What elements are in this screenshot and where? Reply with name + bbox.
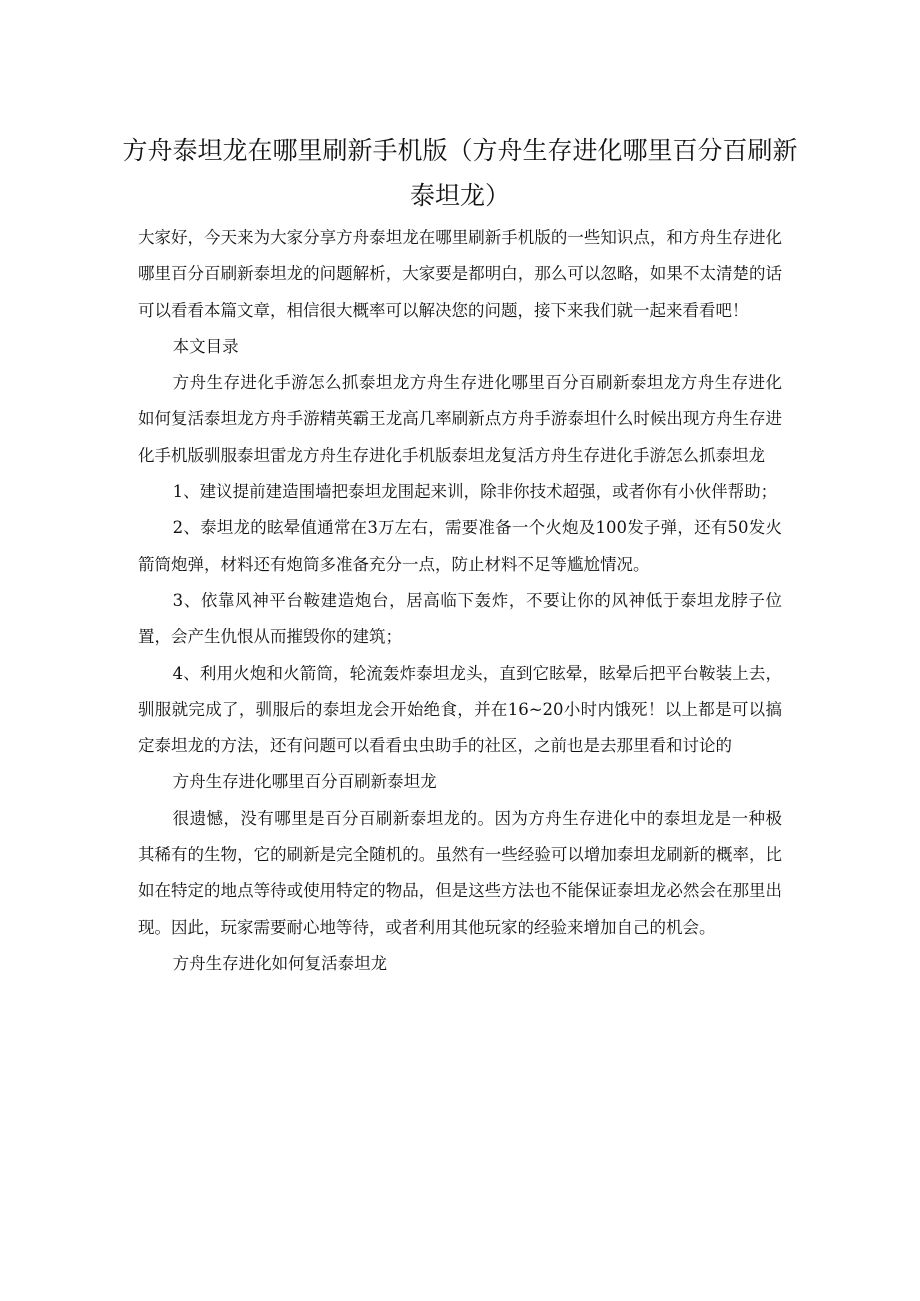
- step-3-paragraph: 3、依靠风神平台鞍建造炮台，居高临下轰炸，不要让你的风神低于泰坦龙脖子位置，会产生仇恨从而摧毁你的建筑；: [138, 590, 782, 647]
- toc-paragraph: 方舟生存进化手游怎么抓泰坦龙方舟生存进化哪里百分百刷新泰坦龙方舟生存进化如何复活泰坦龙方舟手游精英霸王龙高几率刷新点方舟手游泰坦什么时候出现方舟生存进化手机版驯服泰坦雷龙方舟生存进化手机版泰坦龙复活方舟生存进化手游怎么抓泰坦龙: [138, 373, 782, 465]
- step-4-paragraph: 4、利用火炮和火箭筒，轮流轰炸泰坦龙头，直到它眩晕，眩晕后把平台鞍装上去，驯服就完成了，驯服后的泰坦龙会开始绝食，并在16~20小时内饿死！以上都是可以搞定泰坦龙的方法，还有问题可以看看虫虫助手的社区，之前也是去那里看和讨论的: [138, 663, 782, 756]
- intro-paragraph: 大家好，今天来为大家分享方舟泰坦龙在哪里刷新手机版的一些知识点，和方舟生存进化哪里百分百刷新泰坦龙的问题解析，大家要是都明白，那么可以忽略，如果不太清楚的话可以看看本篇文章，相信很大概率可以解决您的问题，接下来我们就一起来看看吧！: [138, 228, 782, 320]
- spawn-paragraph: 很遗憾，没有哪里是百分百刷新泰坦龙的。因为方舟生存进化中的泰坦龙是一种极其稀有的生物，它的刷新是完全随机的。虽然有一些经验可以增加泰坦龙刷新的概率，比如在特定的地点等待或使用特定的物品，但是这些方法也不能保证泰坦龙必然会在那里出现。因此，玩家需要耐心地等待，或者利用其他玩家的经验来增加自己的机会。: [138, 808, 782, 937]
- section-heading-spawn: 方舟生存进化哪里百分百刷新泰坦龙: [172, 772, 437, 792]
- document-body: [138, 220, 782, 982]
- document-title: 方舟泰坦龙在哪里刷新手机版（方舟生存进化哪里百分百刷新泰坦龙）: [122, 136, 798, 210]
- step-1-paragraph: 1、建议提前建造围墙把泰坦龙围起来训，除非你技术超强，或者你有小伙伴帮助；: [172, 482, 778, 502]
- step-2-paragraph: 2、泰坦龙的眩晕值通常在3万左右，需要准备一个火炮及100发子弹，还有50发火箭筒炮弹，材料还有炮筒多准备充分一点，防止材料不足等尴尬情况。: [138, 518, 782, 574]
- toc-heading: 本文目录: [172, 336, 239, 356]
- section-heading-revive: 方舟生存进化如何复活泰坦龙: [172, 953, 388, 973]
